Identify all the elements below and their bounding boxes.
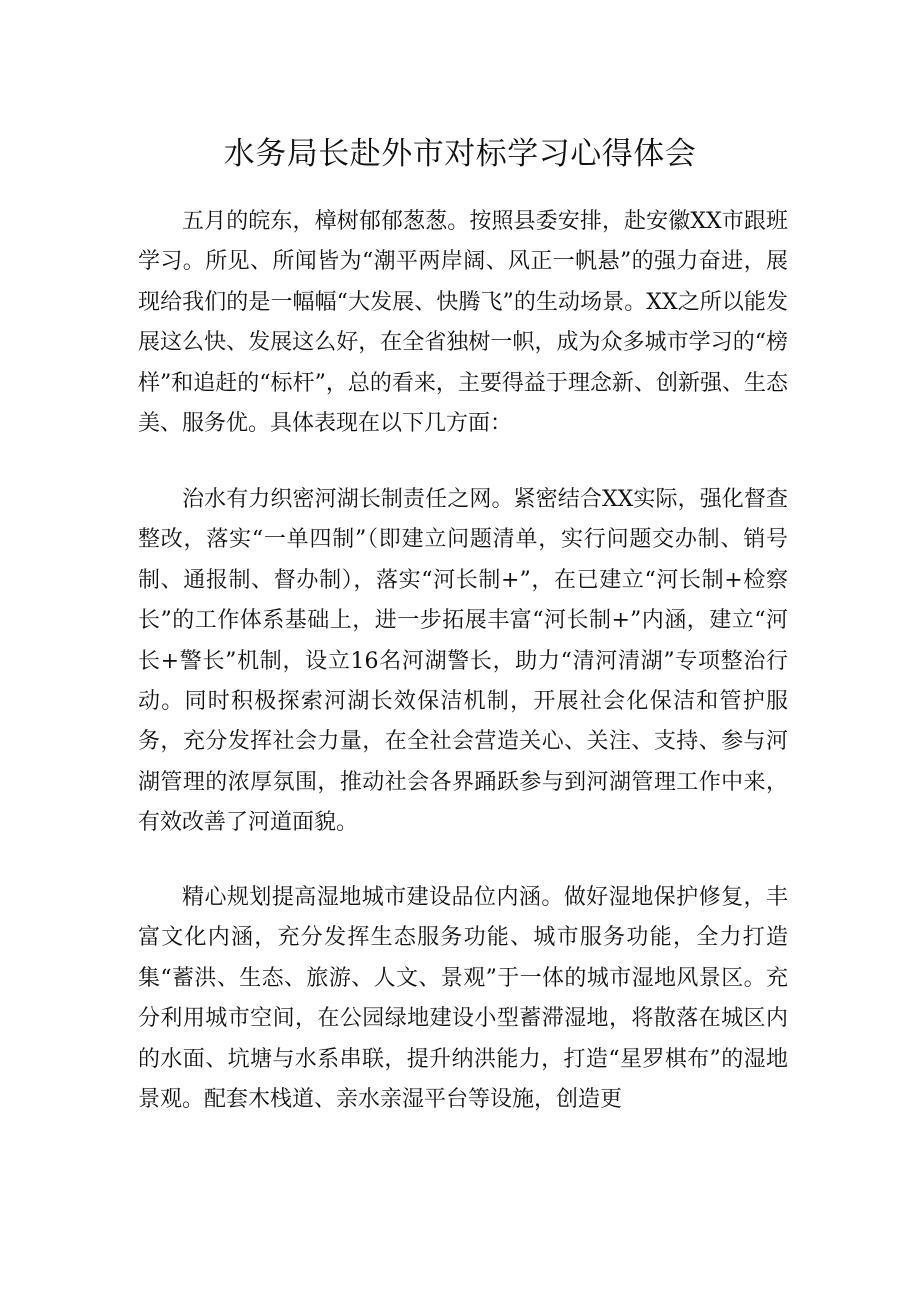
document-title: 水务局长赴外市对标学习心得体会 <box>223 136 697 172</box>
paragraph-river-chief-system: 治水有力织密河湖长制责任之网。紧密结合XX实际，强化督查整改，落实“一单四制”（即建立问题清单，实行问题交办制、销号制、通报制、督办制），落实“河长制+”，在已建立“河长制+检察长”的工作体系基础上，进一步拓展丰富“河长制+”内涵，建立“河长+警长”机制，设立16名河湖警长，助力“清河清湖”专项整治行动。同时积极探索河湖长效保洁机制，开展社会化保洁和管护服务，充分发挥社会力量，在全社会营造关心、关注、支持、参与河湖管理的浓厚氛围，推动社会各界踊跃参与到河湖管理工作中来，有效改善了河道面貌。 <box>138 487 788 836</box>
paragraph-intro: 五月的皖东，樟树郁郁葱葱。按照县委安排，赴安徽XX市跟班学习。所见、所闻皆为“潮平两岸阔、风正一帆悬”的强力奋进，展现给我们的是一幅幅“大发展、快腾飞”的生动场景。XX之所以能发展这么快、发展这么好，在全省独树一帜，成为众多城市学习的“榜样”和追赶的“标杆”，总的看来，主要得益于理念新、创新强、生态美、服务优。具体表现在以下几方面： <box>138 209 788 437</box>
paragraph-wetland-planning: 精心规划提高湿地城市建设品位内涵。做好湿地保护修复，丰富文化内涵，充分发挥生态服务功能、城市服务功能，全力打造集“蓄洪、生态、旅游、人文、景观”于一体的城市湿地风景区。充分利用城市空间，在公园绿地建设小型蓄滞湿地，将散落在城区内的水面、坑塘与水系串联，提升纳洪能力，打造“星罗棋布”的湿地景观。配套木栈道、亲水亲湿平台等设施，创造更 <box>138 885 788 1113</box>
